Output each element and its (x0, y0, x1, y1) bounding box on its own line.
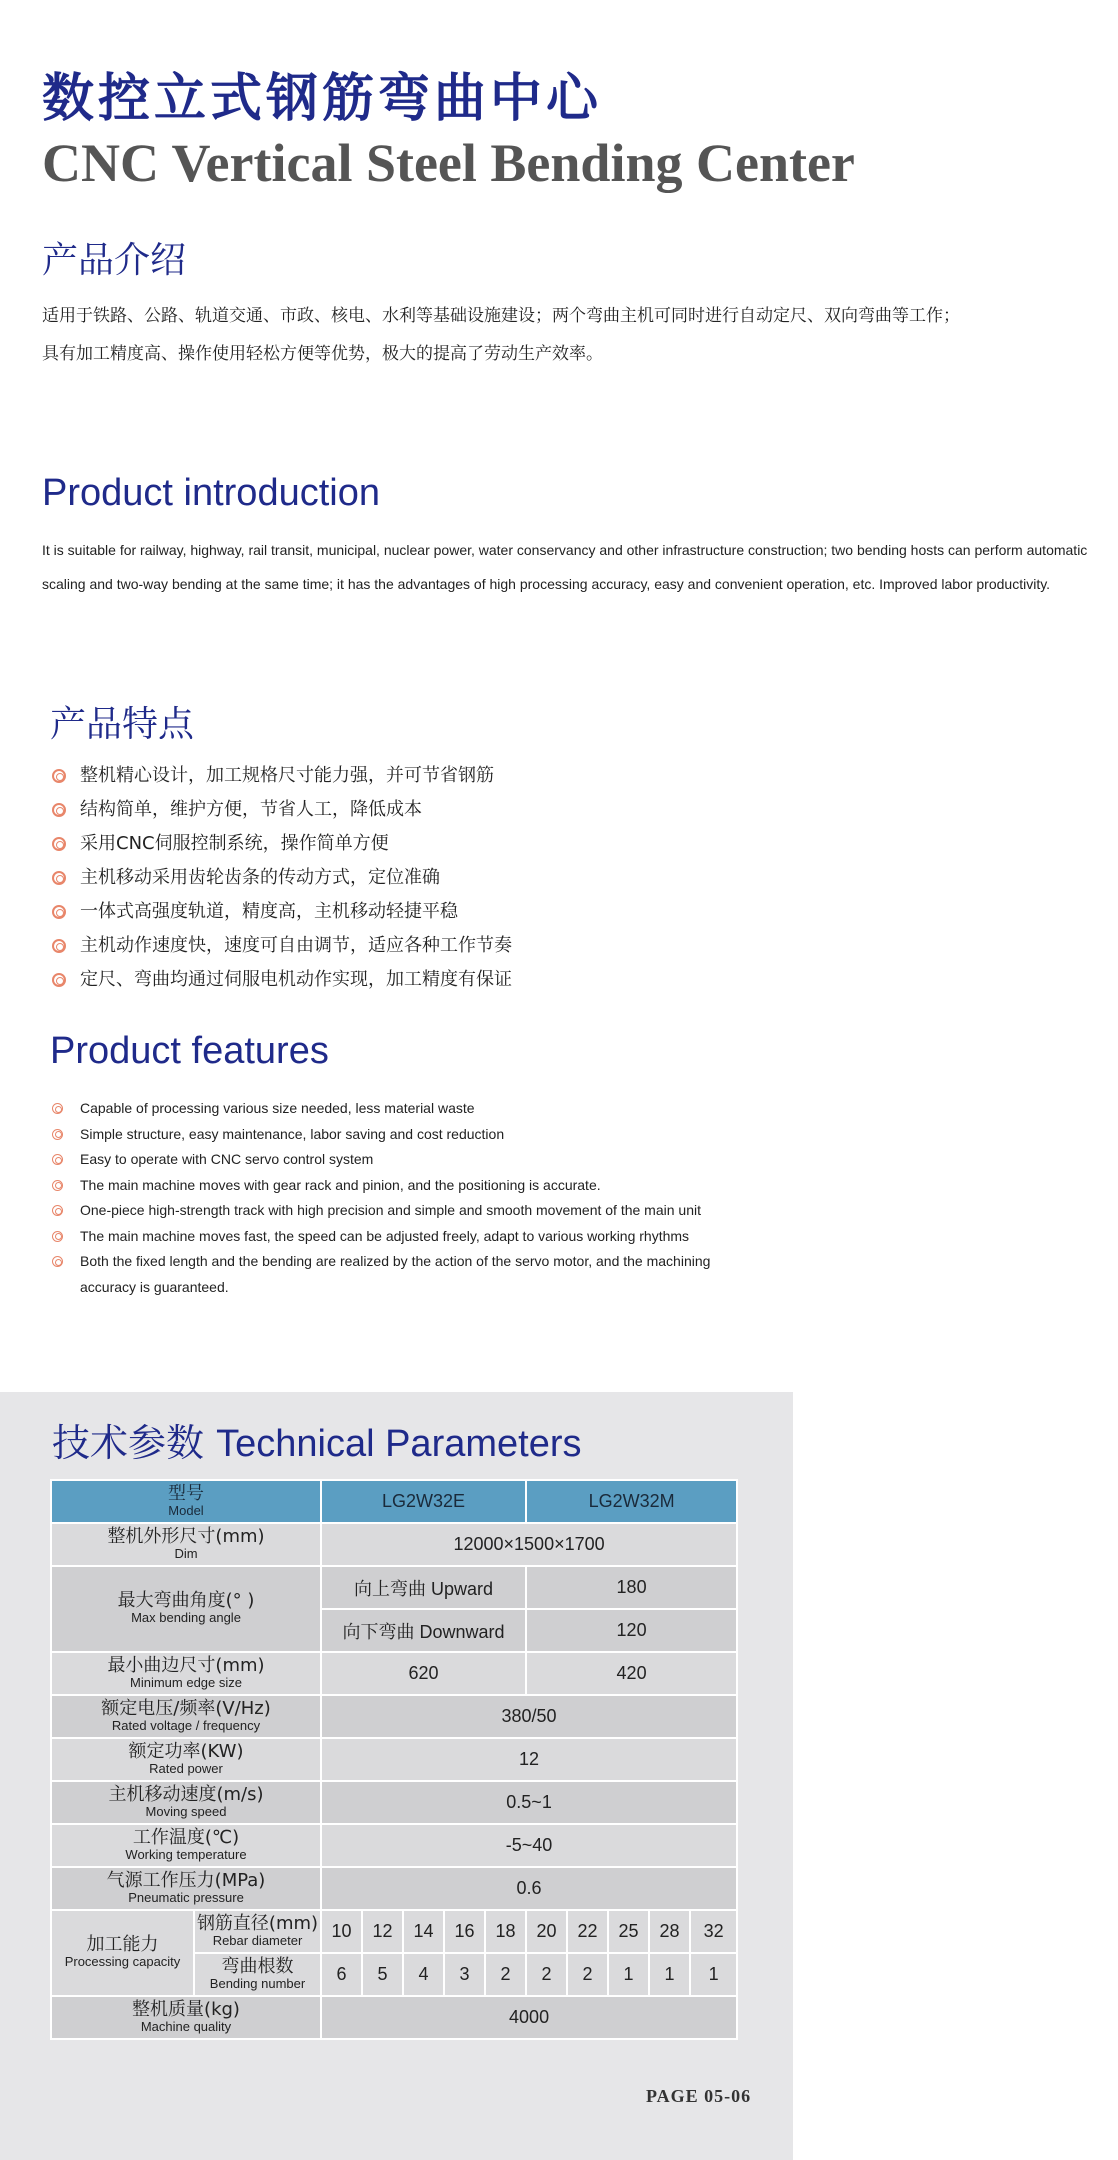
temperature-value: -5~40 (321, 1824, 737, 1867)
circle-bullet-icon (52, 803, 66, 817)
table-row (51, 1652, 737, 1695)
bend-number-value: 2 (526, 1953, 567, 1996)
list-item: 定尺、弯曲均通过伺服电机动作实现，加工精度有保证 (52, 963, 512, 997)
bend-number-value: 1 (608, 1953, 649, 1996)
bend-number-value: 6 (321, 1953, 362, 1996)
list-item: 主机移动采用齿轮齿条的传动方式，定位准确 (52, 861, 512, 895)
rebar-value: 12 (362, 1910, 403, 1953)
circle-bullet-icon (52, 1154, 63, 1165)
upward-label: 向上弯曲 Upward (321, 1566, 526, 1609)
circle-bullet-icon (52, 1205, 63, 1216)
downward-label: 向下弯曲 Downward (321, 1609, 526, 1652)
downward-value: 120 (526, 1609, 737, 1652)
mass-label: 整机质量(kg) Machine quality (51, 1996, 321, 2039)
bend-number-label: 弯曲根数 Bending number (194, 1953, 321, 1996)
rebar-value: 20 (526, 1910, 567, 1953)
table-row (51, 1996, 737, 2039)
temperature-label: 工作温度(℃) Working temperature (51, 1824, 321, 1867)
tech-params-title (52, 1412, 582, 1467)
intro-text-cn (42, 297, 1082, 373)
circle-bullet-icon (52, 1256, 63, 1267)
page-number: PAGE 05-06 (646, 2086, 752, 2106)
bend-number-value: 1 (690, 1953, 737, 1996)
intro-text-en: It is suitable for railway, highway, rail transit, municipal, nuclear power, water conservancy and other infrastructure construction; two bending hosts can perform automatic scaling and two-way bending at the same time; it has the advantages of high processing accuracy, easy and convenient operation, etc. Improved labor productivity. (42, 542, 1088, 592)
features-heading-cn: 产品特点 (50, 704, 195, 745)
bend-number-value: 2 (567, 1953, 608, 1996)
list-item: The main machine moves fast, the speed can be adjusted freely, adapt to various working rhythms (52, 1224, 752, 1250)
list-item: The main machine moves with gear rack and pinion, and the positioning is accurate. (52, 1173, 752, 1199)
list-item: Simple structure, easy maintenance, labor saving and cost reduction (52, 1122, 752, 1148)
page-title-cn: 数控立式钢筋弯曲中心 (42, 69, 603, 129)
speed-label: 主机移动速度(m/s) Moving speed (51, 1781, 321, 1824)
intro-heading-cn: 产品介绍 (42, 240, 187, 281)
bend-number-value: 5 (362, 1953, 403, 1996)
intro-line-2: 具有加工精度高、操作使用轻松方便等优势，极大的提高了劳动生产效率。 (42, 344, 603, 364)
tech-params-title-cn: 技术参数 (52, 1421, 205, 1465)
rebar-value: 10 (321, 1910, 362, 1953)
list-item: 结构简单，维护方便，节省人工，降低成本 (52, 793, 512, 827)
table-row (51, 1523, 737, 1566)
list-item: 整机精心设计，加工规格尺寸能力强，并可节省钢筋 (52, 759, 512, 793)
rebar-value: 16 (444, 1910, 485, 1953)
model-b: LG2W32M (526, 1480, 737, 1523)
circle-bullet-icon (52, 1103, 63, 1114)
edge-value-a: 620 (321, 1652, 526, 1695)
features-list-cn (52, 759, 512, 997)
upward-value: 180 (526, 1566, 737, 1609)
table-row (51, 1910, 737, 1953)
mass-value: 4000 (321, 1996, 737, 2039)
table-row (51, 1738, 737, 1781)
tech-params-table (50, 1479, 738, 2040)
features-heading-en: Product features (50, 1030, 329, 1072)
circle-bullet-icon (52, 837, 66, 851)
table-row (51, 1695, 737, 1738)
voltage-label: 额定电压/频率(V/Hz) Rated voltage / frequency (51, 1695, 321, 1738)
angle-label: 最大弯曲角度(° ) Max bending angle (51, 1566, 321, 1652)
edge-value-b: 420 (526, 1652, 737, 1695)
list-item: 采用CNC伺服控制系统，操作简单方便 (52, 827, 512, 861)
table-row (51, 1867, 737, 1910)
list-item: Both the fixed length and the bending are realized by the action of the servo motor, and the machining accuracy is guaranteed. (52, 1249, 752, 1300)
circle-bullet-icon (52, 769, 66, 783)
power-label: 额定功率(KW) Rated power (51, 1738, 321, 1781)
rebar-value: 32 (690, 1910, 737, 1953)
circle-bullet-icon (52, 905, 66, 919)
circle-bullet-icon (52, 871, 66, 885)
pressure-value: 0.6 (321, 1867, 737, 1910)
capacity-label: 加工能力 Processing capacity (51, 1910, 194, 1996)
bend-number-value: 4 (403, 1953, 444, 1996)
circle-bullet-icon (52, 1180, 63, 1191)
pressure-label: 气源工作压力(MPa) Pneumatic pressure (51, 1867, 321, 1910)
intro-line-1: 适用于铁路、公路、轨道交通、市政、核电、水利等基础设施建设；两个弯曲主机可同时进行自动定尺、双向弯曲等工作； (42, 306, 960, 326)
model-label: 型号 Model (51, 1480, 321, 1523)
page-title-en: CNC Vertical Steel Bending Center (42, 133, 855, 193)
circle-bullet-icon (52, 973, 66, 987)
table-row (51, 1781, 737, 1824)
list-item: Easy to operate with CNC servo control system (52, 1147, 752, 1173)
rebar-value: 22 (567, 1910, 608, 1953)
circle-bullet-icon (52, 1231, 63, 1242)
tech-params-title-en: Technical Parameters (216, 1423, 582, 1465)
list-item: Capable of processing various size needed, less material waste (52, 1096, 752, 1122)
list-item: 主机动作速度快，速度可自由调节，适应各种工作节奏 (52, 929, 512, 963)
features-list-en (52, 1096, 752, 1300)
table-row (51, 1824, 737, 1867)
rebar-value: 28 (649, 1910, 690, 1953)
intro-heading-en: Product introduction (42, 472, 380, 514)
power-value: 12 (321, 1738, 737, 1781)
list-item: 一体式高强度轨道，精度高，主机移动轻捷平稳 (52, 895, 512, 929)
rebar-value: 18 (485, 1910, 526, 1953)
rebar-label: 钢筋直径(mm) Rebar diameter (194, 1910, 321, 1953)
table-row (51, 1480, 737, 1523)
dim-value: 12000×1500×1700 (321, 1523, 737, 1566)
rebar-value: 25 (608, 1910, 649, 1953)
circle-bullet-icon (52, 1129, 63, 1140)
dim-label: 整机外形尺寸(mm) Dim (51, 1523, 321, 1566)
bend-number-value: 2 (485, 1953, 526, 1996)
edge-label: 最小曲边尺寸(mm) Minimum edge size (51, 1652, 321, 1695)
list-item: One-piece high-strength track with high precision and simple and smooth movement of the main unit (52, 1198, 752, 1224)
speed-value: 0.5~1 (321, 1781, 737, 1824)
model-a: LG2W32E (321, 1480, 526, 1523)
bend-number-value: 1 (649, 1953, 690, 1996)
circle-bullet-icon (52, 939, 66, 953)
table-row (51, 1566, 737, 1609)
bend-number-value: 3 (444, 1953, 485, 1996)
rebar-value: 14 (403, 1910, 444, 1953)
voltage-value: 380/50 (321, 1695, 737, 1738)
